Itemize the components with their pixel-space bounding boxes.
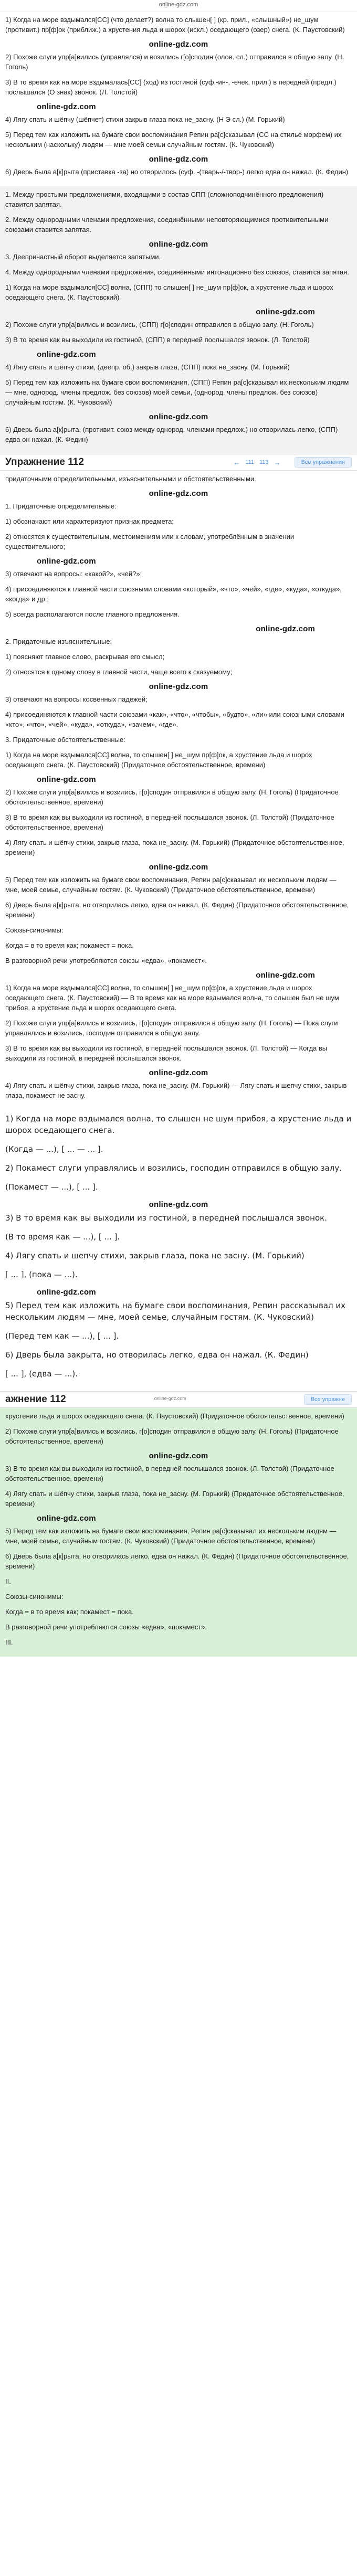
text-line: 1. Между простыми предложениями, входящими в состав СПП (сложноподчинённого предложения) ставится запятая. bbox=[5, 190, 324, 208]
text-line: 3) отвечают на вопросы косвенных падежей; bbox=[5, 695, 148, 703]
exercise-title: Упражнение 112 bbox=[5, 457, 84, 468]
text-line: 6) Дверь была а[к]рыта, (противит. союз между однород. членами предлож.) но отворилась легко, (СПП) едва он нажал. (К. Федин) bbox=[5, 426, 338, 443]
watermark: online-gdz.com bbox=[149, 412, 208, 421]
text-line: 2) Похоже слуги упр[а]вились (управлялся) и возились г[о]сподин (олов. сл.) отправился в общую залу. (Н. Гоголь) bbox=[5, 53, 344, 71]
text-line: 1) поясняют главное слово, раскрывая его смысл; bbox=[5, 653, 165, 661]
watermark: online-gdz.com bbox=[149, 489, 208, 498]
text-line: 5) Перед тем как изложить на бумаге свои воспоминания, Репин ра[с]сказывал их нескольким людям — мне, моей семье, случайным гостям. (К. Чуковский) (Придаточное обстоятельственное, времени) bbox=[5, 1527, 337, 1545]
hand-scheme: (Перед тем как — ...), [ ... ]. bbox=[5, 1331, 119, 1341]
text-line: 2) относятся к одному слову в главной части, чаще всего к сказуемому; bbox=[5, 668, 233, 676]
watermark: online-gdz.com bbox=[149, 40, 208, 49]
text-line: 2) Похоже слуги упр[а]вились и возились, (СПП) г[о]сподин отправился в общую залу. (Н. Гоголь) bbox=[5, 321, 314, 328]
watermark: online-gdz.com bbox=[256, 971, 315, 980]
text-line: 3) В то время как на море вздымалась[СС] (ход) из гостиной (суф.-ин-, -ечек, прил.) в передней (предл.) послышался (О знак) звонок. (Л. Толстой) bbox=[5, 78, 337, 96]
watermark: online-gdz.com bbox=[149, 1451, 208, 1460]
watermark: online-gdz.com bbox=[149, 155, 208, 164]
exercise-pager bbox=[233, 457, 352, 468]
watermark: online-gdz.com bbox=[149, 240, 208, 249]
answer-block-1 bbox=[0, 12, 357, 186]
watermark: online-gdz.com bbox=[149, 682, 208, 691]
text-line: 3. Придаточные обстоятельственные: bbox=[5, 736, 125, 744]
text-line: 4) Лягу спать и шёпчу стихи, закрыв глаза, пока не_засну. (М. Горький) (Придаточное обстоятельственное, времени) bbox=[5, 1490, 344, 1508]
text-line: 5) всегда располагаются после главного предложения. bbox=[5, 610, 180, 618]
text-line: 6) Дверь была а[к]рыта, но отворилась легко, едва он нажал. (К. Федин) (Придаточное обстоятельственное, времени) bbox=[5, 901, 349, 919]
hand-line: 1) Когда на море вздымался волна, то слышен не шум прибоя, а хрустение льда и шорох оседающего снега. bbox=[5, 1114, 352, 1135]
hand-scheme: [ ... ], (едва — ...). bbox=[5, 1369, 78, 1379]
text-line: В разговорной речи употребляются союзы «едва», «покамест». bbox=[5, 1623, 207, 1631]
hand-scheme: [ ... ], (пока — ...). bbox=[5, 1270, 78, 1279]
text-line: 5) Перед тем как изложить на бумаге свои воспоминания, Репин ра[с]сказывал их нескольким людям — мне, моей семье, случайным гостям. (К. Чуковский) (Придаточное обстоятельственное, времени) bbox=[5, 876, 337, 894]
prev-arrow-icon[interactable]: ← bbox=[233, 458, 240, 467]
watermark: online-gdz.com bbox=[154, 1396, 186, 1401]
watermark: online-gdz.com bbox=[149, 863, 208, 872]
hand-scheme: (В то время как — ...), [ ... ]. bbox=[5, 1232, 120, 1242]
text-line: III. bbox=[5, 1638, 13, 1646]
text-line: 6) Дверь была а[к]рыта (приставка -за) но отворилось (суф. -(тварь-/-твор-) легко едва он нажал. (К. Федин) bbox=[5, 168, 349, 176]
text-line: 2) Похоже слуги упр[а]вились и возились, г[о]сподин отправился в общую залу. (Н. Гоголь) (Придаточное обстоятельственное, времени) bbox=[5, 788, 339, 806]
site-header[interactable]: onl̲ine-gdz.com bbox=[0, 0, 357, 12]
text-line: 3) В то время как вы выходили из гостиной, в передней послышался звонок. (Л. Толстой) (Придаточное обстоятельственное, времени) bbox=[5, 1465, 334, 1482]
text-line: 2) Похоже слуги упр[а]вились и возились, г[о]сподин отправился в общую залу. (Н. Гоголь) — Пока слуги управлялись и возились, господин отправился в общую залу. bbox=[5, 1019, 338, 1037]
exercise-header-2 bbox=[0, 1391, 357, 1408]
text-line: 4) присоединяются к главной части союзами «как», «что», «чтобы», «будто», «ли» или союзными словами «кто», «что», «чей», «куда», «откуда», «зачем», «где». bbox=[5, 711, 344, 728]
text-line: 1) Когда на море вздымался[СС] волна, то слышен[ ] не_шум пр[ф]ок, а хрустение льда и шорох оседающего снега. (К. Паустовский) — В то время как на море вздымался волна, то слышен был не шум прибоя, а хрустение льда и шорох оседающего снега. bbox=[5, 984, 339, 1012]
text-line: 3) В то время как вы выходили из гостиной, в передней послышался звонок. (Л. Толстой) — Когда вы выходили из гостиной, в передней послышался звонок. bbox=[5, 1044, 328, 1062]
hand-line: 2) Покамест слуги управлялись и возились, господин отправился в общую залу. bbox=[5, 1163, 342, 1173]
text-line: 4) Лягу спать и шёпчу (шёпчет) стихи закрыв глаза пока не_засну. (Н Э сл.) (М. Горький) bbox=[5, 115, 285, 123]
answer-block-3 bbox=[0, 471, 357, 1110]
next-exercise-link[interactable]: 113 bbox=[259, 459, 269, 465]
answer-block-2 bbox=[0, 186, 357, 454]
handwritten-block bbox=[0, 1110, 357, 1391]
text-line: 3. Деепричастный оборот выделяется запятыми. bbox=[5, 253, 161, 261]
answer-block-4 bbox=[0, 1408, 357, 1657]
watermark: online-gdz.com bbox=[256, 624, 315, 633]
exercise-title-2: ажнение 112 bbox=[5, 1394, 66, 1405]
text-line: В разговорной речи употребляются союзы «едва», «покамест». bbox=[5, 957, 207, 964]
watermark: online-gdz.com bbox=[37, 557, 96, 566]
watermark: online-gdz.com bbox=[37, 1514, 96, 1523]
watermark: online-gdz.com bbox=[256, 308, 315, 316]
watermark: online-gdz.com bbox=[37, 102, 96, 111]
watermark: online-gdz.com bbox=[149, 1068, 208, 1077]
text-line: Союзы-синонимы: bbox=[5, 1593, 64, 1600]
text-line: Когда = в то время как; покамест = пока. bbox=[5, 1608, 134, 1616]
text-line: 4) Лягу спать и шёпчу стихи, закрыв глаза, пока не_засну. (М. Горький) (Придаточное обстоятельственное, времени) bbox=[5, 839, 344, 856]
all-exercises-button[interactable]: Все упражнения bbox=[295, 457, 352, 468]
all-exercises-button-2[interactable]: Все упражне bbox=[304, 1394, 352, 1405]
text-line: Когда = в то время как; покамест = пока. bbox=[5, 941, 134, 949]
text-line: 1) Когда на море вздымался[СС] волна, то слышен[ ] не_шум пр[ф]ок, а хрустение льда и шорох оседающего снега. (К. Паустовский) (Придаточное обстоятельственное, времени) bbox=[5, 751, 312, 769]
text-line: Союзы-синонимы: bbox=[5, 926, 64, 934]
text-line: 2. Между однородными членами предложения, соединёнными неповторяющимися противительными союзами ставится запятая. bbox=[5, 216, 329, 234]
text-line: II. bbox=[5, 1577, 11, 1585]
text-line: 2) Похоже слуги упр[а]вились и возились, г[о]сподин отправился в общую залу. (Н. Гоголь) (Придаточное обстоятельственное, времени) bbox=[5, 1427, 339, 1445]
text-line: 5) Перед тем как изложить на бумаге свои воспоминания Репин ра[с]сказывал (СС на стилье морфем) их нескольким (наскольку) людям — мне моей семьи случайным гостям. (К. Чуковский) bbox=[5, 131, 342, 149]
text-line: 1) Когда на море вздымался[СС] (что делает?) волна то слышен[ ] (кр. прил., «слышный») не_шум (противит.) пр[ф]ок (приближ.) а хрустения льда и шорох (искл.) оседающего (озер) снега. (К. Паустовский) bbox=[5, 16, 345, 34]
watermark: online-gdz.com bbox=[37, 775, 96, 784]
text-line: 4) Лягу спать и шёпчу стихи, (деепр. об.) закрыв глаза, (СПП) пока не_засну. (М. Горький) bbox=[5, 363, 290, 371]
text-line: хрустение льда и шорох оседающего снега. (К. Паустовский) (Придаточное обстоятельственное, времени) bbox=[5, 1412, 344, 1420]
hand-scheme: (Когда — ...), [ ... — ... ]. bbox=[5, 1144, 103, 1154]
watermark: online-gdz.com bbox=[149, 1200, 208, 1209]
text-line: 3) В то время как вы выходили из гостиной, в передней послышался звонок. (Л. Толстой) (Придаточное обстоятельственное, времени) bbox=[5, 813, 334, 831]
hand-line: 4) Лягу спать и шепчу стихи, закрыв глаза, пока не засну. (М. Горький) bbox=[5, 1251, 304, 1260]
text-line: 4) Лягу спать и шёпчу стихи, закрыв глаза, пока не_засну. (М. Горький) — Лягу спать и шепчу стихи, закрыв глаза, покамест не засну. bbox=[5, 1082, 347, 1099]
text-line: 6) Дверь была а[к]рыта, но отворилась легко, едва он нажал. (К. Федин) (Придаточное обстоятельственное, времени) bbox=[5, 1552, 349, 1570]
hand-line: 3) В то время как вы выходили из гостиной, в передней послышался звонок. bbox=[5, 1213, 327, 1223]
text-line: 1) обозначают или характеризуют признак предмета; bbox=[5, 517, 174, 525]
text-line: 2. Придаточные изъяснительные: bbox=[5, 638, 112, 645]
text-line: 3) В то время как вы выходили из гостиной, (СПП) в передней послышался звонок. (Л. Толстой) bbox=[5, 336, 310, 344]
text-line: 2) относятся к существительным, местоимениям или к словам, употреблённым в значении существительного; bbox=[5, 533, 295, 550]
hand-scheme: (Покамест — ...), [ ... ]. bbox=[5, 1182, 98, 1192]
text-line: 1. Придаточные определительные: bbox=[5, 502, 117, 510]
hand-line: 5) Перед тем как изложить на бумаге свои воспоминания, Репин рассказывал их нескольким людям — мне, моей семье, случайным гостям. (К. Чуковский) bbox=[5, 1301, 345, 1322]
watermark: online-gdz.com bbox=[37, 350, 96, 359]
text-line: 5) Перед тем как изложить на бумаге свои воспоминания, (СПП) Репин ра[с]сказывал их нескольким людям — мне, однород. члены предлож. без союзов) моей семьи, (однород. члены предлож. без союзов) случайным гостям. (К. Чуковский) bbox=[5, 378, 349, 406]
text-line: 3) отвечают на вопросы: «какой?», «чей?»; bbox=[5, 570, 142, 578]
text-line: 4) присоединяются к главной части союзными словами «который», «что», «чей», «где», «куда», «откуда», «когда» и др.; bbox=[5, 585, 342, 603]
prev-exercise-link[interactable]: 111 bbox=[245, 459, 255, 465]
exercise-header bbox=[0, 454, 357, 471]
hand-line: 6) Дверь была закрыта, но отворилась легко, едва он нажал. (К. Федин) bbox=[5, 1350, 309, 1360]
text-line: придаточными определительными, изъяснительными и обстоятельственными. bbox=[5, 475, 256, 483]
text-line: 4. Между однородными членами предложения, соединёнными интонационно без союзов, ставится запятая. bbox=[5, 268, 349, 276]
next-arrow-icon[interactable]: → bbox=[274, 458, 281, 467]
text-line: 1) Когда на море вздымался[СС] волна, (СПП) то слышен[ ] не_шум пр[ф]ок, а хрустение льда и шорох оседающего снега. (К. Паустовский) bbox=[5, 283, 333, 301]
watermark: online-gdz.com bbox=[37, 1288, 96, 1297]
